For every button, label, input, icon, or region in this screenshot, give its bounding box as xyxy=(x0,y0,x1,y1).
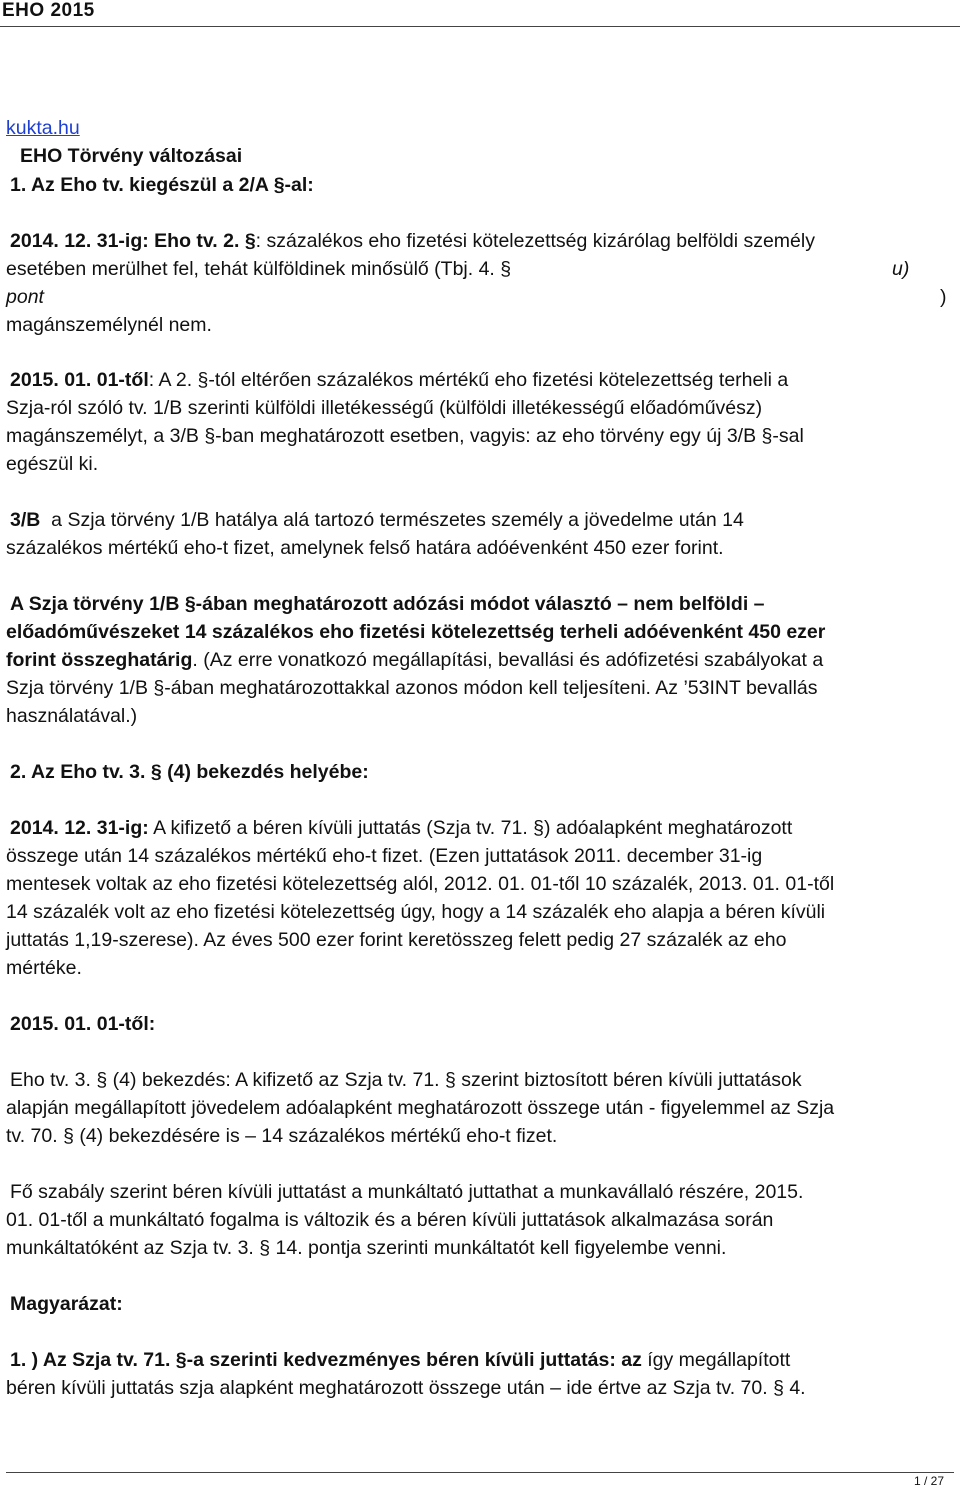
p5-line-2: összege után 14 százalékos mértékű eho-t fizet. (Ezen juttatások 2011. december 31-ig xyxy=(6,845,763,867)
p7-line-2: alapján megállapított jövedelem adóalapként meghatározott összege után - figyelemmel az Szja xyxy=(6,1097,835,1119)
heading: EHO Törvény változásai xyxy=(20,145,243,167)
p4-line-5: használatával.) xyxy=(6,705,138,727)
p10-bold: 1. ) Az Szja tv. 71. §-a szerinti kedvezményes béren kívüli juttatás: az xyxy=(10,1349,642,1371)
p1-line-3-right: ) xyxy=(940,286,947,308)
p1-line-2 xyxy=(6,257,511,281)
p5-text-1: A kifizető a béren kívüli juttatás (Szja tv. 71. §) adóalapként meghatározott xyxy=(148,817,793,839)
p5-date: 2014. 12. 31-ig: xyxy=(10,817,149,839)
section-2-title xyxy=(10,760,369,784)
p2-date: 2015. 01. 01-től xyxy=(10,369,149,391)
page-header xyxy=(0,0,960,27)
p2-text-1: : A 2. §-tól eltérően százalékos mértékű eho fizetési kötelezettség terheli a xyxy=(148,369,789,391)
p10-text-1: így megállapított xyxy=(641,1349,791,1371)
p5-line-4: 14 százalék volt az eho fizetési kötelezettség úgy, hogy a 14 százalék eho alapja a béren kívüli xyxy=(6,901,826,923)
p4-line-3 xyxy=(6,648,823,672)
p2-line-2: Szja-ról szóló tv. 1/B szerinti külföldi illetékességű (külföldi illetékességű előadóművész) xyxy=(6,397,763,419)
p1-line-2-right: u) xyxy=(892,258,910,280)
source-link[interactable]: kukta.hu xyxy=(6,117,80,139)
p4-line-2: előadóművészeket 14 százalékos eho fizetési kötelezettség terheli adóévenként 450 ezer xyxy=(6,621,826,643)
section-2-number: 2. xyxy=(10,761,27,783)
p5-line-1 xyxy=(10,816,792,840)
p1-text-2: esetében merülhet fel, tehát külföldinek minősülő (Tbj. 4. § xyxy=(6,258,512,280)
p4-bold-end: forint összeghatárig xyxy=(6,649,193,671)
p1-line-3: pont xyxy=(6,286,44,308)
p3-line-1 xyxy=(10,508,744,532)
p2-line-4: egészül ki. xyxy=(6,453,99,475)
p4-line-4: Szja törvény 1/B §-ában meghatározottakkal azonos módon kell teljesíteni. Az ’53INT bevallás xyxy=(6,677,818,699)
p3-text-1: a Szja törvény 1/B hatálya alá tartozó természetes személy a jövedelme után 14 xyxy=(45,509,744,531)
p8-line-3: munkáltatóként az Szja tv. 3. § 14. pontja szerinti munkáltatót kell figyelembe venni. xyxy=(6,1237,727,1259)
section-1-number: 1. xyxy=(10,174,27,196)
p1-date: 2014. 12. 31-ig: Eho tv. 2. § xyxy=(10,230,256,252)
p2-line-1 xyxy=(10,368,788,392)
p2-line-3: magánszemélyt, a 3/B §-ban meghatározott esetben, vagyis: az eho törvény egy új 3/B §-sal xyxy=(6,425,804,447)
section-1-title xyxy=(10,173,314,197)
p7-line-3: tv. 70. § (4) bekezdésére is – 14 százalékos mértékű eho-t fizet. xyxy=(6,1125,558,1147)
p3-ref: 3/B xyxy=(10,509,46,531)
p5-line-5: juttatás 1,19-szerese). Az éves 500 ezer forint keretösszeg felett pedig 27 százalék az eho xyxy=(6,929,787,951)
p7-line-1: Eho tv. 3. § (4) bekezdés: A kifizető az Szja tv. 71. § szerint biztosított béren kívüli juttatások xyxy=(10,1069,802,1091)
p6-date: 2015. 01. 01-től: xyxy=(10,1013,156,1035)
section-1-text: Az Eho tv. kiegészül a 2/A §-al: xyxy=(26,174,314,196)
p5-line-6: mértéke. xyxy=(6,957,82,979)
p10-line-1 xyxy=(10,1348,790,1372)
explanation-heading: Magyarázat: xyxy=(10,1293,123,1315)
p5-line-3: mentesek voltak az eho fizetési kötelezettség alól, 2012. 01. 01-től 10 százalék, 2013. 01. 01-től xyxy=(6,873,835,895)
p8-line-1: Fő szabály szerint béren kívüli juttatást a munkáltató juttathat a munkavállaló részére, 2015. xyxy=(10,1181,804,1203)
footer-rule xyxy=(6,1472,954,1473)
section-2-text: Az Eho tv. 3. § (4) bekezdés helyébe: xyxy=(26,761,369,783)
p3-line-2: százalékos mértékű eho-t fizet, amelynek felső határa adóévenként 450 ezer forint. xyxy=(6,537,724,559)
p1-line-1 xyxy=(10,229,815,253)
p4-line-1: A Szja törvény 1/B §-ában meghatározott adózási módot választó – nem belföldi – xyxy=(10,593,765,615)
p8-line-2: 01. 01-től a munkáltató fogalma is változik és a béren kívüli juttatások alkalmazása során xyxy=(6,1209,774,1231)
page-number: 1 / 27 xyxy=(913,1474,944,1488)
p4-text-3: . (Az erre vonatkozó megállapítási, bevallási és adófizetési szabályokat a xyxy=(192,649,824,671)
p10-line-2: béren kívüli juttatás szja alapként meghatározott összege után – ide értve az Szja tv. 70. § 4. xyxy=(6,1377,806,1399)
p1-line-4: magánszemélynél nem. xyxy=(6,314,212,336)
document-title: EHO 2015 xyxy=(2,0,95,21)
p1-text-1: : százalékos eho fizetési kötelezettség kizárólag belföldi személy xyxy=(255,230,815,252)
